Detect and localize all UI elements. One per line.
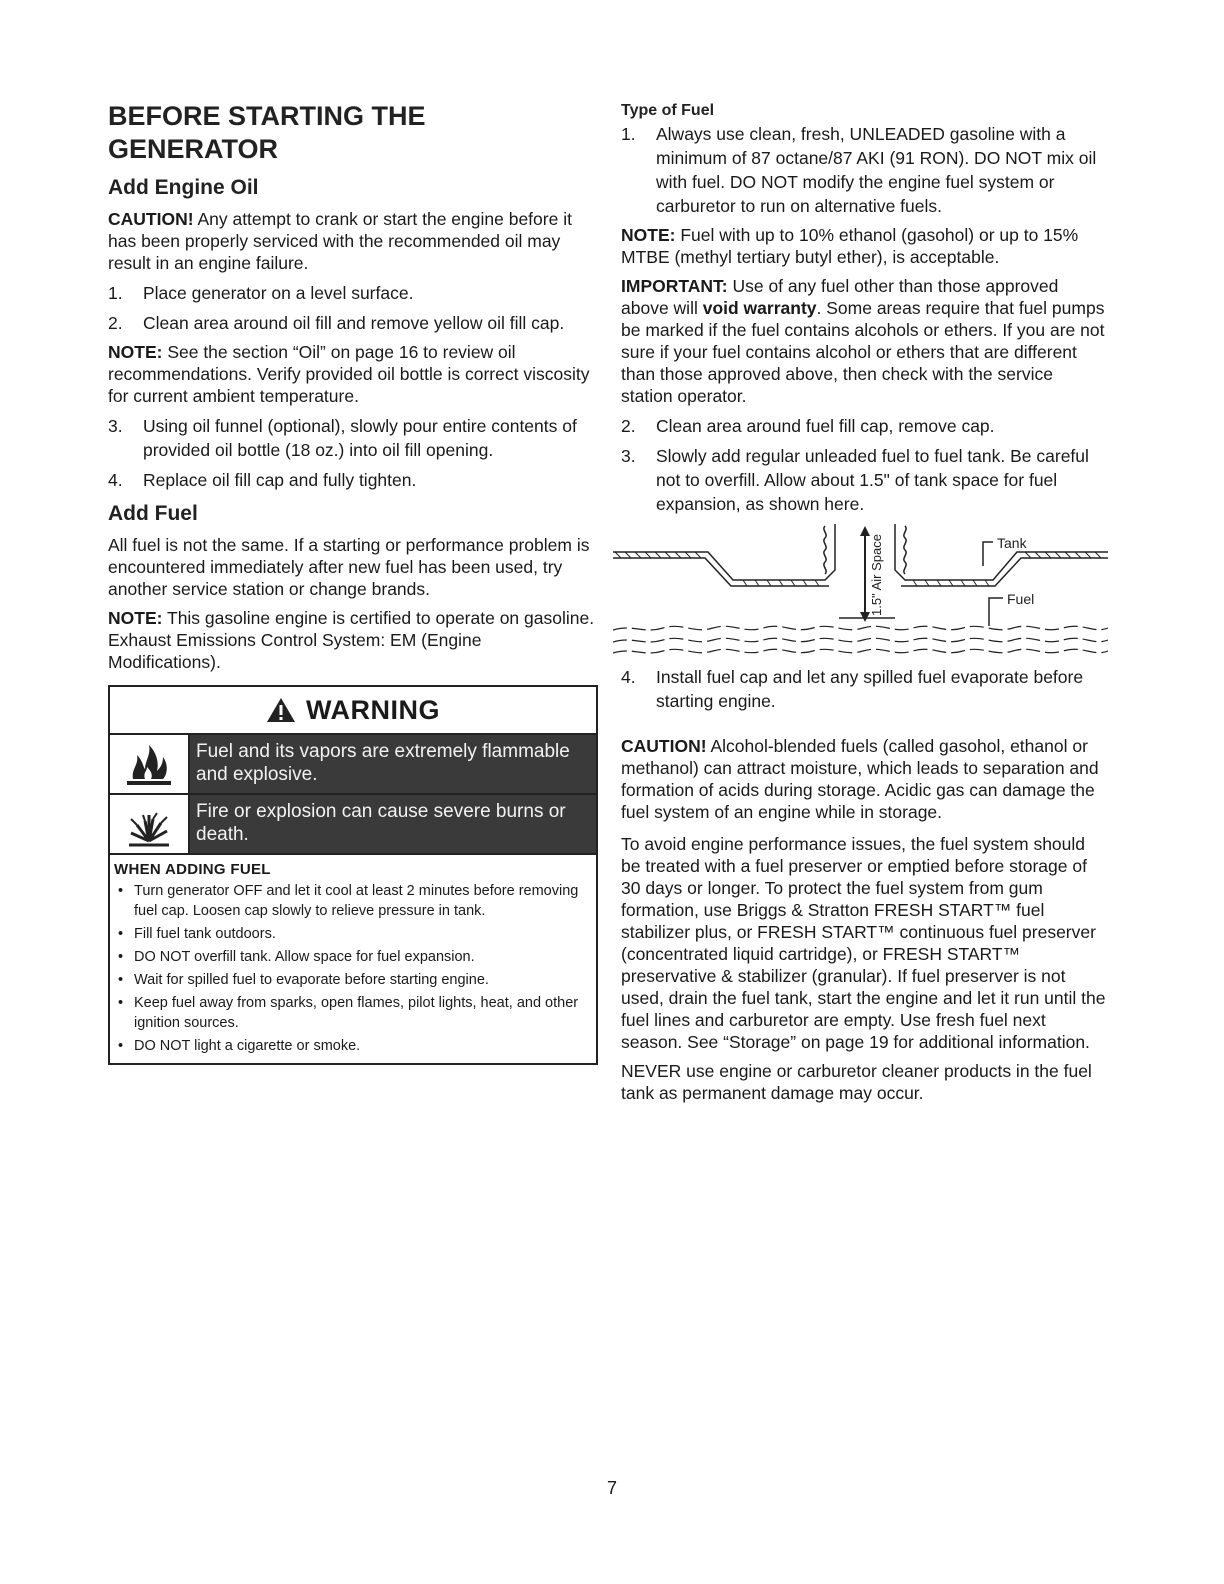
step-text: Using oil funnel (optional), slowly pour entire contents of provided oil bottle (18 oz.) into oil fill opening. <box>143 416 577 460</box>
note-label: NOTE: <box>621 225 676 245</box>
caution-label: CAUTION! <box>108 209 194 229</box>
step-number: 3. <box>108 416 123 436</box>
step-text: Always use clean, fresh, UNLEADED gasoline with a minimum of 87 octane/87 AKI (91 RON). DO NOT mix oil with fuel. DO NOT modify the engine fuel system or carburetor to run on alternative fuels. <box>656 124 1097 216</box>
warning-title: WARNING <box>306 694 440 725</box>
hazard-explosion <box>110 795 596 855</box>
note-text: See the section “Oil” on page 16 to review oil recommendations. Verify provided oil bottle is correct viscosity for current ambient temperature. <box>108 342 590 406</box>
add-engine-oil-heading: Add Engine Oil <box>108 176 259 199</box>
step-text: Place generator on a level surface. <box>143 283 414 303</box>
list-item: • Keep fuel away from sparks, open flames, pilot lights, heat, and other ignition sources. <box>114 993 592 1033</box>
step-number: 2. <box>108 313 123 333</box>
add-fuel-heading: Add Fuel <box>108 502 198 525</box>
warning-triangle-icon <box>266 697 296 723</box>
fuel-intro-paragraph: All fuel is not the same. If a starting or performance problem is encountered immediately after new fuel has been used, try another service station or change brands. <box>108 535 590 599</box>
fuel-steps-list-a <box>621 122 1107 218</box>
tank-label: Tank <box>997 535 1027 551</box>
fuel-type-note <box>621 224 1107 268</box>
oil-steps-list-a <box>108 281 596 335</box>
caution-text: Any attempt to crank or start the engine before it has been properly serviced with the recommended oil may result in an engine failure. <box>108 209 572 273</box>
list-item: • DO NOT light a cigarette or smoke. <box>114 1036 592 1056</box>
list-item <box>108 311 596 335</box>
step-text: Install fuel cap and let any spilled fuel evaporate before starting engine. <box>656 667 1084 711</box>
fuel-tank-diagram <box>613 522 1108 657</box>
caution-label: CAUTION! <box>621 736 707 756</box>
list-item: • Wait for spilled fuel to evaporate before starting engine. <box>114 970 592 990</box>
airspace-label: 1.5" Air Space <box>869 534 884 616</box>
step-text: Clean area around oil fill and remove yellow oil fill cap. <box>143 313 565 333</box>
note-label: NOTE: <box>108 342 163 362</box>
step-number: 4. <box>621 667 636 687</box>
explosion-icon <box>110 795 190 853</box>
never-paragraph: NEVER use engine or carburetor cleaner products in the fuel tank as permanent damage may occur. <box>621 1061 1092 1103</box>
void-warranty-text: void warranty <box>702 298 817 318</box>
list-item <box>621 665 1107 713</box>
note-text: This gasoline engine is certified to operate on gasoline. Exhaust Emissions Control System: EM (Engine Modifications). <box>108 608 595 672</box>
caution-text: Alcohol-blended fuels (called gasohol, ethanol or methanol) can attract moisture, which leads to separation and formation of acids during storage. Acidic gas can damage the fuel system of an engine while in storage. <box>621 736 1099 822</box>
fuel-steps-list-b <box>621 414 1107 516</box>
hazard-flammable <box>110 735 596 795</box>
important-paragraph <box>621 275 1107 407</box>
oil-caution-paragraph <box>108 208 596 274</box>
important-text: . Some areas require that fuel pumps be marked if the fuel contains alcohols or ethers. If you are not sure if your fuel contains alcohol or ethers that are different than those approved above, then check with the service station operator. <box>621 298 1105 406</box>
step-number: 1. <box>621 124 636 144</box>
storage-paragraph: To avoid engine performance issues, the fuel system should be treated with a fuel preserver or emptied before storage of 30 days or longer. To protect the fuel system from gum formation, use Briggs & Stratton FRESH START™ fuel stabilizer plus, or FRESH START™ continuous fuel preserver (concentrated liquid cartridge), or FRESH START™ preservative & stabilizer (granular). If fuel preserver is not used, drain the fuel tank, start the engine and let it run until the fuel lines and carburetor are empty. Use fresh fuel next season. See “Storage” on page 19 for additional information. <box>621 834 1106 1052</box>
list-item <box>108 414 596 462</box>
list-item <box>108 468 596 492</box>
warning-box <box>108 685 598 1065</box>
caution-alcohol-paragraph <box>621 735 1107 823</box>
important-text: Use of any fuel other than those approved above will <box>621 276 1059 318</box>
important-label: IMPORTANT: <box>621 276 728 296</box>
left-column <box>108 100 596 1065</box>
hazard-text: Fuel and its vapors are extremely flammable and explosive. <box>190 735 596 793</box>
oil-steps-list-b <box>108 414 596 492</box>
list-item: • DO NOT overfill tank. Allow space for fuel expansion. <box>114 947 592 967</box>
warning-list <box>110 881 596 1063</box>
step-number: 1. <box>108 283 123 303</box>
warning-header <box>110 687 596 735</box>
step-text: Slowly add regular unleaded fuel to fuel tank. Be careful not to overfill. Allow about 1.5" of tank space for fuel expansion, as shown here. <box>656 446 1089 514</box>
fire-icon <box>110 735 190 793</box>
step-number: 2. <box>621 416 636 436</box>
step-text: Replace oil fill cap and fully tighten. <box>143 470 417 490</box>
fuel-note-paragraph <box>108 607 596 673</box>
fuel-label: Fuel <box>1007 591 1035 607</box>
type-of-fuel-heading: Type of Fuel <box>621 102 715 119</box>
list-item <box>621 414 1107 438</box>
oil-note-paragraph <box>108 341 596 407</box>
right-column <box>621 100 1107 1111</box>
hazard-text: Fire or explosion can cause severe burns or death. <box>190 795 596 853</box>
note-text: Fuel with up to 10% ethanol (gasohol) or up to 15% MTBE (methyl tertiary butyl ether), is acceptable. <box>621 225 1079 267</box>
list-item: • Fill fuel tank outdoors. <box>114 924 592 944</box>
list-item: • Turn generator OFF and let it cool at least 2 minutes before removing fuel cap. Loosen cap slowly to relieve pressure in tank. <box>114 881 592 921</box>
page-number: 7 <box>606 1478 617 1498</box>
step-number: 4. <box>108 470 123 490</box>
list-item <box>108 281 596 305</box>
note-label: NOTE: <box>108 608 163 628</box>
page-title: BEFORE STARTING THE GENERATOR <box>108 101 426 164</box>
step-text: Clean area around fuel fill cap, remove cap. <box>656 416 995 436</box>
step-number: 3. <box>621 446 636 466</box>
list-item <box>621 444 1107 516</box>
fuel-steps-list-c <box>621 665 1107 713</box>
warning-subtitle: WHEN ADDING FUEL <box>114 861 271 878</box>
list-item <box>621 122 1107 218</box>
